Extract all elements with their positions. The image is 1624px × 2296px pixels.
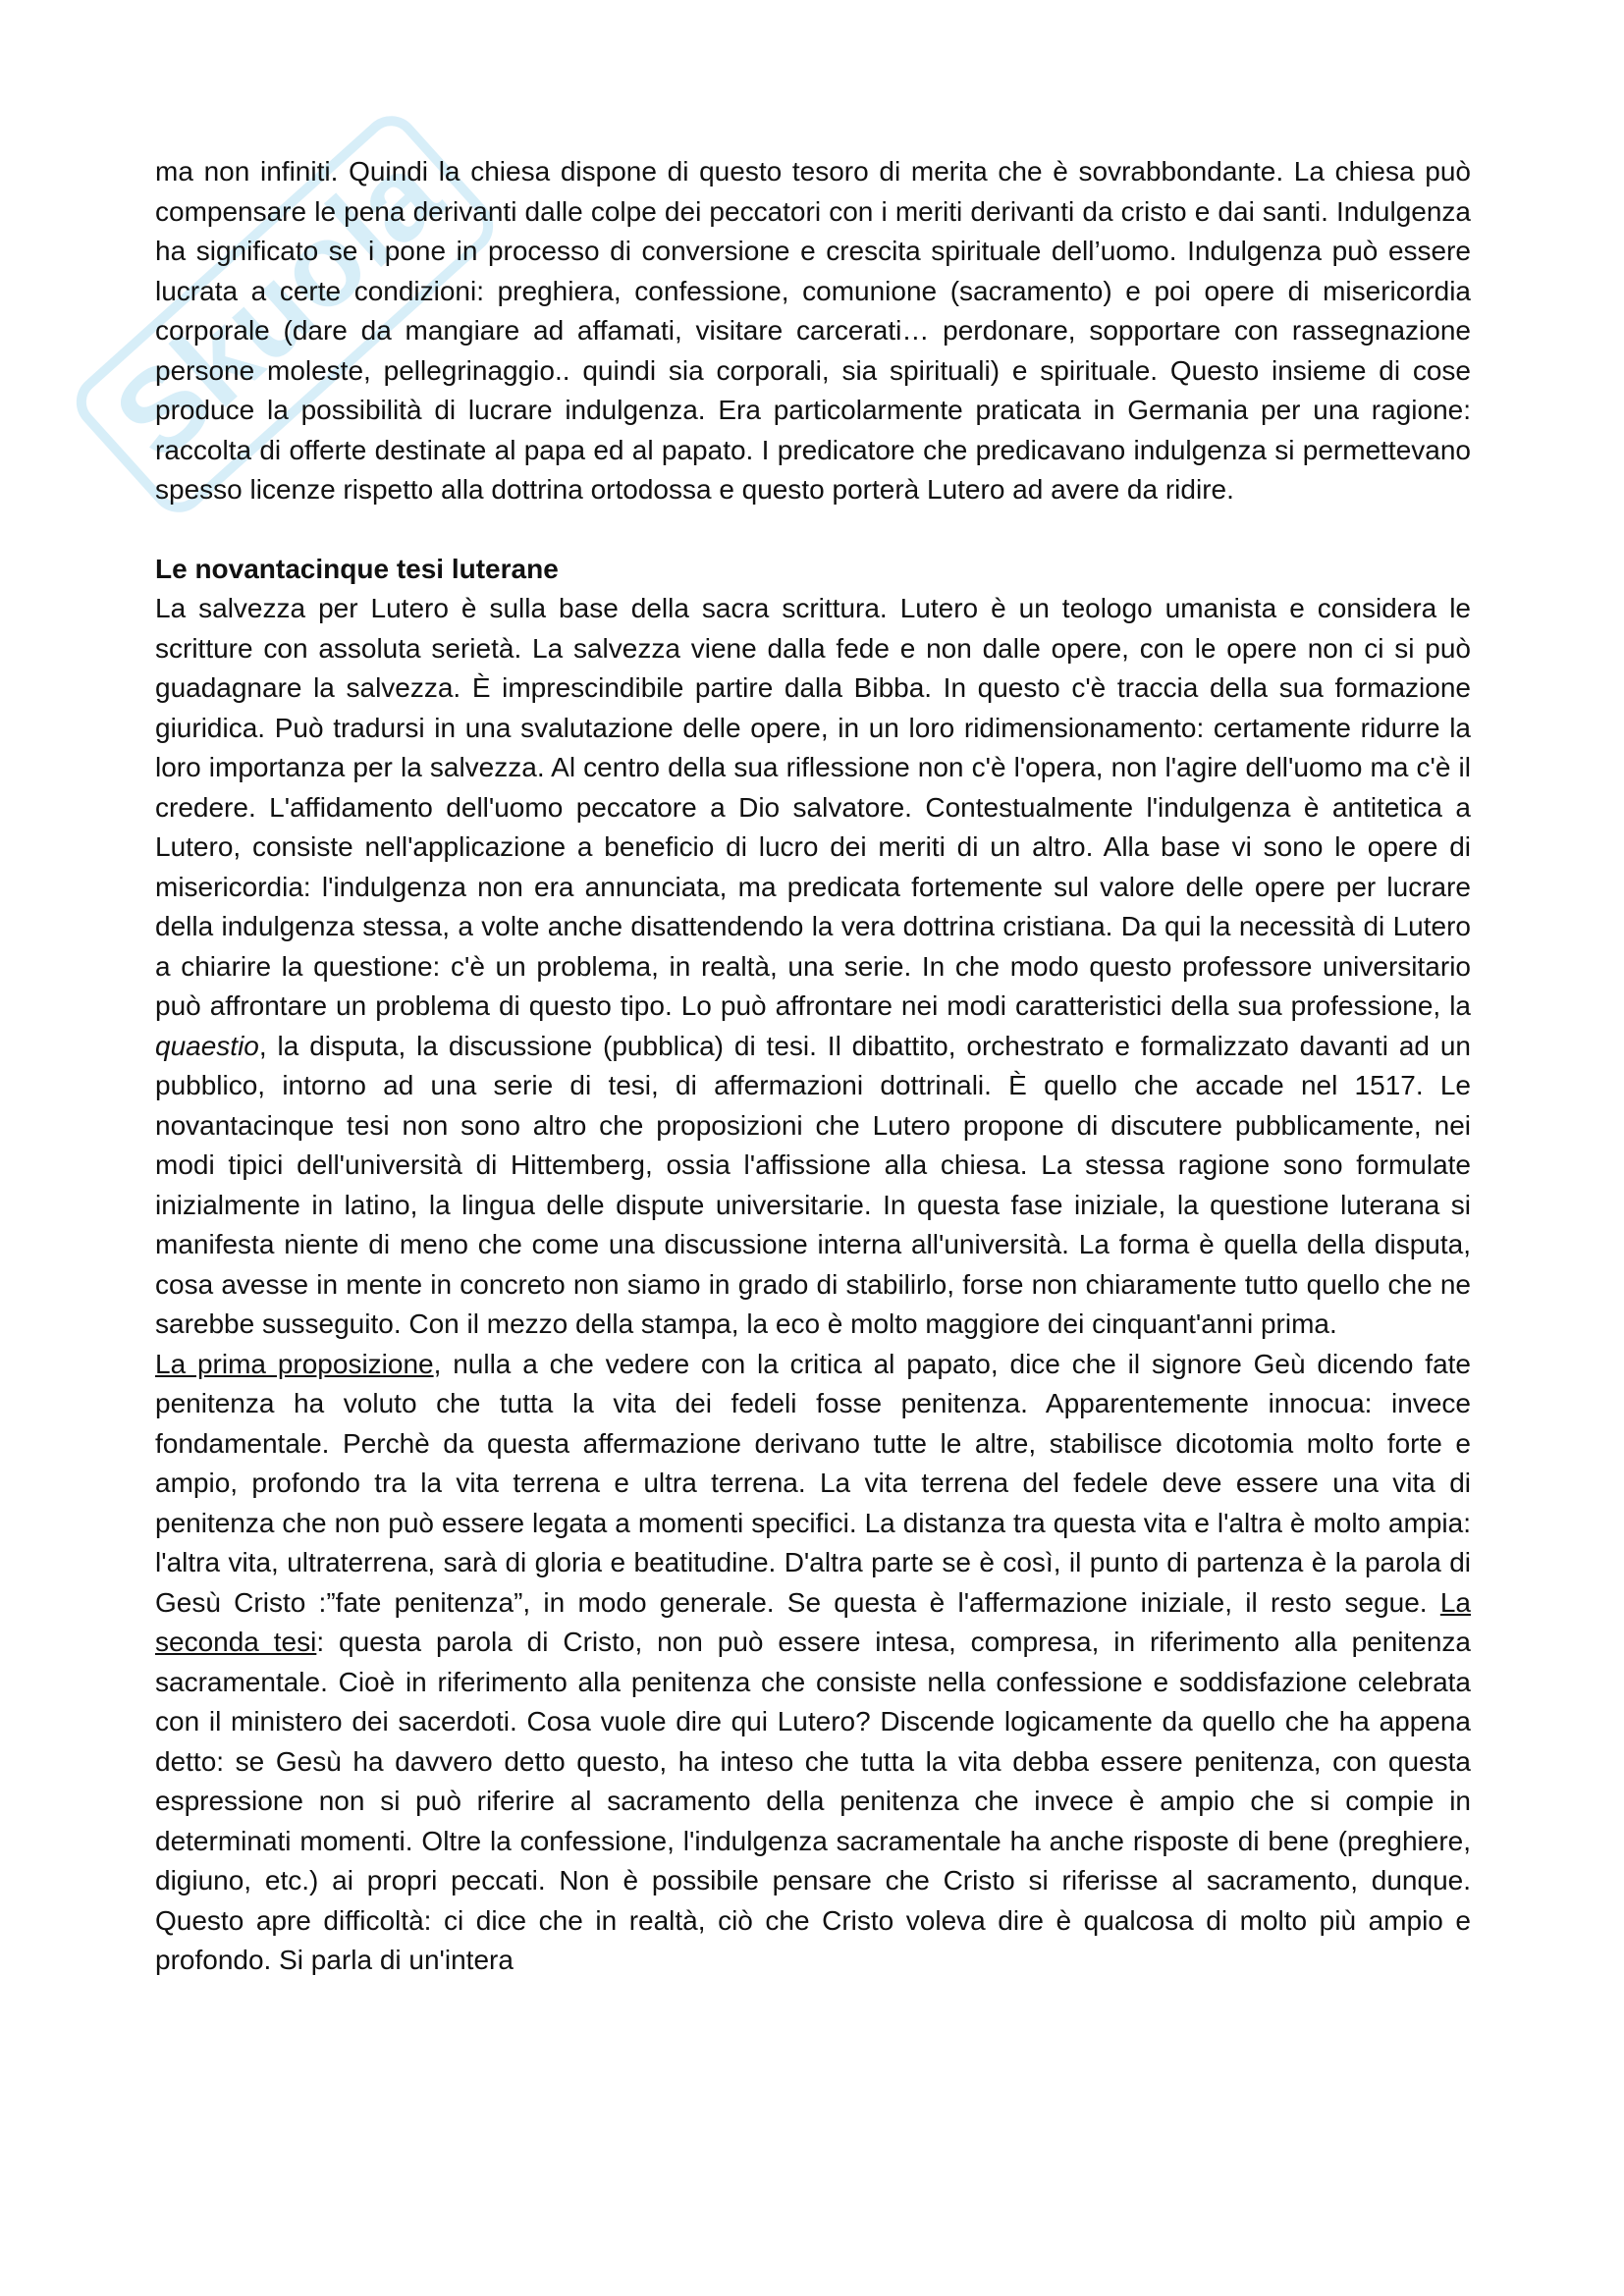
- second-thesis-label: La seconda tesi: [155, 1586, 1471, 1657]
- section-heading: Le novantacinque tesi luterane: [155, 553, 559, 584]
- paragraph-3: [155, 1345, 1471, 1981]
- paragraph-3-text-a: , nulla a che vedere con la critica al papato, dice che il signore Geù dicendo fate penitenza ha voluto che tutta la vita dei fedeli fosse penitenza. Apparentemente innocua: invece fondamentale. Perchè da questa affermazione derivano tutte le altre, stabilisce dicotomia molto forte e ampio, profondo tra la vita terrena e ultra terrena. La vita terrena del fedele deve essere una vita di penitenza che non può essere legata a momenti specifici. La distanza tra questa vita e l'altra è molto ampia: l'altra vita, ultraterrena, sarà di gloria e beatitudine. D'altra parte se è così, il punto di partenza è la parola di Gesù Cristo :”fate penitenza”, in modo generale. Se questa è l'affermazione iniziale, il resto segue.: [155, 1348, 1471, 1618]
- paragraph-1: ma non infiniti. Quindi la chiesa dispone di questo tesoro di merita che è sovrabbondante. La chiesa può compensare le pena derivanti dalle colpe dei peccatori con i meriti derivanti da cristo e dai santi. Indulgenza ha significato se i pone in processo di conversione e crescita spirituale dell’uomo. Indulgenza può essere lucrata a certe condizioni: preghiera, confessione, comunione (sacramento) e poi opere di misericordia corporale (dare da mangiare ad affamati, visitare carcerati… perdonare, sopportare con rassegnazione persone moleste, pellegrinaggio.. quindi sia corporali, sia spirituali) e spirituale. Questo insieme di cose produce la possibilità di lucrare indulgenza. Era particolarmente praticata in Germania per una ragione: raccolta di offerte destinate al papa ed al papato. I predicatore che predicavano indulgenza si permettevano spesso licenze rispetto alla dottrina ortodossa e questo porterà Lutero ad avere da ridire.: [155, 156, 1471, 505]
- quaestio-term: quaestio: [155, 1030, 259, 1061]
- paragraph-3-text-b: : questa parola di Cristo, non può essere intesa, compresa, in riferimento alla penitenza sacramentale. Cioè in riferimento alla penitenza che consiste nella confessione e soddisfazione celebrata con il ministero dei sacerdoti. Cosa vuole dire qui Lutero? Discende logicamente da quello che ha appena detto: se Gesù ha davvero detto questo, ha inteso che tutta la vita debba essere penitenza, con questa espressione non si può riferire al sacramento della penitenza che invece è ampio che si compie in determinati momenti. Oltre la confessione, l'indulgenza sacramentale ha anche risposte di bene (preghiere, digiuno, etc.) ai propri peccati. Non è possibile pensare che Cristo si riferisse al sacramento, dunque. Questo apre difficoltà: ci dice che in realtà, ciò che Cristo voleva dire è qualcosa di molto più ampio e profondo. Si parla di un'intera: [155, 1627, 1471, 1975]
- paragraph-2-text-b: , la disputa, la discussione (pubblica) di tesi. Il dibattito, orchestrato e formalizzato davanti ad un pubblico, intorno ad una serie di tesi, di affermazioni dottrinali. È quello che accade nel 1517. Le novantacinque tesi non sono altro che proposizioni che Lutero propone di discutere pubblicamente, nei modi tipici dell'università di Hittemberg, ossia l'affissione alla chiesa. La stessa ragione sono formulate inizialmente in latino, la lingua delle dispute universitarie. In questa fase iniziale, la questione luterana si manifesta niente di meno che come una discussione interna all'università. La forma è quella della disputa, cosa avesse in mente in concreto non siamo in grado di stabilirlo, forse non chiaramente tutto quello che ne sarebbe susseguito. Con il mezzo della stampa, la eco è molto maggiore dei cinquant'anni prima.: [155, 1030, 1471, 1339]
- document-page: [155, 152, 1471, 1981]
- watermark-text: Skuola: [89, 128, 465, 485]
- paragraph-2: [155, 589, 1471, 1345]
- paragraph-2-text-a: La salvezza per Lutero è sulla base della sacra scrittura. Lutero è un teologo umanista e considera le scritture con assoluta serietà. La salvezza viene dalla fede e non dalle opere, con le opere non ci si può guadagnare la salvezza. È imprescindibile partire dalla Bibba. In questo c'è traccia della sua formazione giuridica. Può tradursi in una svalutazione delle opere, in un loro ridimensionamento: certamente ridurre la loro importanza per la salvezza. Al centro della sua riflessione non c'è l'opera, non l'agire dell'uomo ma c'è il credere. L'affidamento dell'uomo peccatore a Dio salvatore. Contestualmente l'indulgenza è antitetica a Lutero, consiste nell'applicazione a beneficio di lucro dei meriti di un altro. Alla base vi sono le opere di misericordia: l'indulgenza non era annunciata, ma predicata fortemente sul valore delle opere per lucrare della indulgenza stessa, a volte anche disattendendo la vera dottrina cristiana. Da qui la necessità di Lutero a chiarire la questione: c'è un problema, in realtà, una serie. In che modo questo professore universitario può affrontare un problema di questo tipo. Lo può affrontare nei modi caratteristici della sua professione, la: [155, 593, 1471, 1021]
- first-proposition-label: La prima proposizione: [155, 1348, 434, 1379]
